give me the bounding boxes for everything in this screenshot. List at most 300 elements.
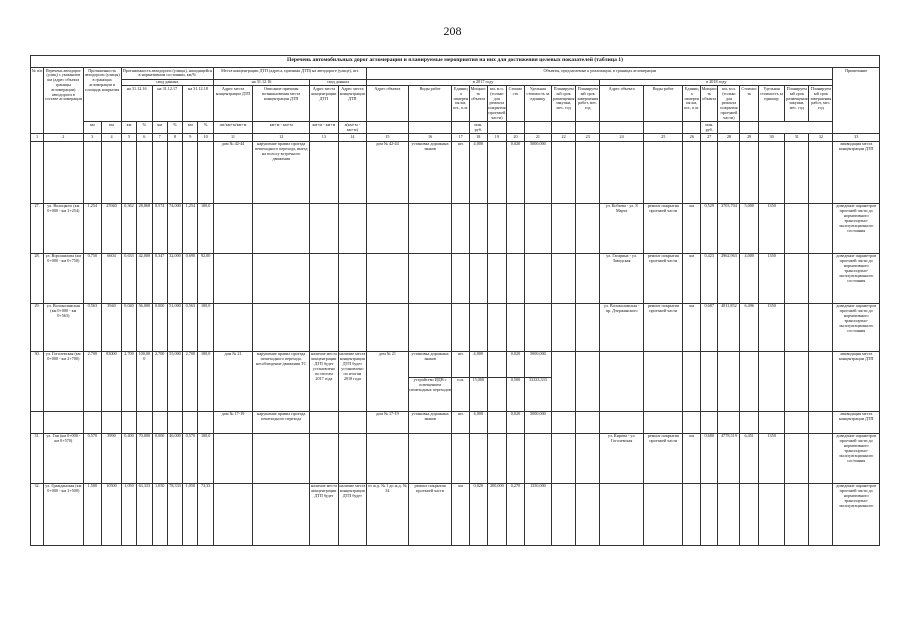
cell-dtp18 [338, 433, 366, 483]
cell-obj17-cost: 0,020 [507, 411, 525, 433]
cell-p18: 73,33 [198, 483, 213, 545]
cell-dtp17 [310, 253, 338, 303]
cell-dtp-addr [213, 203, 252, 253]
cell-dtp-reason: нарушение правил проезда пешеходного перехода [253, 411, 310, 433]
cell-s18 [183, 411, 198, 433]
cell-note: ликвидация места концентрации ДТП [833, 411, 880, 433]
header-state-date-17: на 31.12.17 [152, 86, 183, 122]
header-dtp-address-16: Адрес места концентрации ДТП [213, 86, 252, 122]
cell-s18: 1,050 [183, 483, 198, 545]
header-obj17-purchase: Планируемый срок размещения закупки, мес. год [552, 86, 576, 122]
column-number: 10 [198, 133, 213, 141]
column-number: 17 [452, 133, 470, 141]
column-number: 13 [310, 133, 338, 141]
cell-obj18-t2 [809, 203, 833, 253]
cell-obj17-addr: дом № 17-19 [367, 411, 409, 433]
cell-obj18-t1 [785, 203, 809, 253]
cell-s18: 0,563 [183, 303, 198, 351]
cell-obj17-ucost [524, 203, 551, 253]
header-obj17-address: Адрес объекта [367, 86, 409, 122]
cell-p16: 42,000 [137, 253, 152, 303]
header-obj18-address: Адрес объекта [600, 86, 644, 122]
header-obj18-power: Мощность объекта [700, 86, 718, 122]
cell-obj17-work: установка дорожных знаков [408, 351, 452, 377]
header-obj18-purchase: Планируемый срок размещения закупки, мес. год [785, 86, 809, 122]
header-dtp-summary: свод данных [310, 79, 367, 86]
cell-obj17-power [470, 203, 488, 253]
cell-obj18-ucost: 1350 [758, 433, 784, 483]
cell-dtp17: наличие места концентрации ДТП будет [310, 483, 338, 545]
cell-obj17-cost [507, 203, 525, 253]
table-row [31, 253, 880, 303]
cell-s17 [152, 141, 167, 203]
cell-obj18-unit: км [683, 203, 701, 253]
cell-obj18-addr: ул. Гагарина - ул. Заводская [600, 253, 644, 303]
cell-road: ул. Ворошилова (км 0+000 - км 0+750) [44, 253, 83, 303]
table-title: Перечень автомобильных дорог агломерации и планируемые мероприятия на них для достижения целевых показателей (таблица 1) [31, 56, 880, 68]
cell-dtp17 [310, 141, 338, 203]
cell-obj18-unit: км [683, 253, 701, 303]
cell-obj17-ucost [524, 253, 551, 303]
cell-obj18-addr [600, 141, 644, 203]
cell-p17: 55,000 [167, 351, 182, 411]
cell-obj17-km [487, 203, 507, 253]
cell-obj17-addr [367, 433, 409, 483]
cell-area: 10500 [102, 483, 122, 545]
cell-obj17-t1 [552, 411, 576, 433]
cell-road: ул. Волоколамская (км 0+000 - км 0+563) [44, 303, 83, 351]
cell-p18: 100,0 [198, 203, 213, 253]
column-number: 16 [408, 133, 452, 141]
unit-cell: км+м - км+м [310, 122, 338, 134]
column-number: 28 [718, 133, 740, 141]
cell-obj17-unit: шт. [452, 141, 470, 203]
unit-cell: млн. руб. [700, 122, 718, 134]
column-number: 26 [683, 133, 701, 141]
header-obj17-works: Виды работ [408, 86, 452, 122]
header-row-3 [31, 86, 880, 122]
unit-cell: шт/км+м/км+м [213, 122, 252, 134]
cell-obj17-cost [507, 433, 525, 483]
header-dtp-date-16: на 31.12.16 [213, 79, 309, 86]
cell-obj17-power [470, 253, 488, 303]
cell-obj18-work [644, 483, 683, 545]
cell-obj18-t1 [785, 141, 809, 203]
column-number: 22 [552, 133, 576, 141]
cell-obj18-addr: ул. Кирова - ул. Гоголевская [600, 433, 644, 483]
cell-dtp-addr: дом № 42-44 [213, 141, 252, 203]
column-number: 19 [487, 133, 507, 141]
cell-obj18-cost [740, 483, 759, 545]
cell-obj17-work [408, 303, 452, 351]
cell-obj18-ucost [758, 351, 784, 411]
column-number: 18 [470, 133, 488, 141]
cell-p17: 78,333 [167, 483, 182, 545]
unit-cell: км [83, 122, 102, 134]
cell-s16: 0,040 [121, 303, 136, 351]
cell-s16: 1,050 [121, 483, 136, 545]
cell-obj17-unit: шт. [452, 351, 470, 377]
cell-dtp18: наличие места концентрации ДТП будет [338, 483, 366, 545]
cell-dtp17 [310, 303, 338, 351]
column-number: 33 [833, 133, 880, 141]
cell-obj17b-cost: 0,500 [507, 377, 525, 411]
cell-obj18-km: 2962,963 [718, 253, 740, 303]
cell-dtp-reason: нарушение правил проезда пешеходного перехода, несоблюдение движения ТС [253, 351, 310, 411]
header-year-2017: в 2017 году [367, 79, 600, 86]
cell-obj18-km [718, 141, 740, 203]
cell-no: 27. [31, 203, 44, 253]
cell-dtp18 [338, 253, 366, 303]
header-road-list: Перечень автодорог (улиц) с указанием км (адрес объекта границы агломерации) автодороги в составе агломерации [44, 68, 83, 134]
cell-obj17-work [408, 433, 452, 483]
cell-note: доведение параметров проезжей части до нормативного транспортно-эксплуатационного состояния [833, 433, 880, 483]
cell-dtp-reason [253, 483, 310, 545]
cell-road: ул. Гаи (км 0+000 - км 0+570) [44, 433, 83, 483]
header-obj18-unit: Единица измерения км, шт., п.м. [683, 86, 701, 122]
cell-obj17-work: установка дорожных знаков [408, 411, 452, 433]
cell-p18 [198, 141, 213, 203]
column-number: 11 [213, 133, 252, 141]
cell-obj18-t1 [785, 433, 809, 483]
cell-obj17b-work: устройство ИДН с освещением пешеходных переходов [408, 377, 452, 411]
cell-obj18-unit [683, 483, 701, 545]
cell-len: 0,750 [83, 253, 102, 303]
cell-dtp-reason [253, 303, 310, 351]
header-obj18-cost: Стоимость [740, 86, 759, 122]
cell-obj18-t1 [785, 303, 809, 351]
document-sheet [30, 55, 880, 630]
cell-p16: 100,000 [137, 351, 152, 411]
header-obj18-works: Виды работ [644, 86, 683, 122]
header-dtp-address-18: Адрес места концентрации ДТП [338, 86, 366, 122]
cell-s16 [121, 141, 136, 203]
cell-obj18-work [644, 351, 683, 411]
cell-no: 28. [31, 253, 44, 303]
cell-obj18-ucost: 1350 [758, 253, 784, 303]
cell-road [44, 141, 83, 203]
cell-road: ул. Гражданская (км 0+000 - км 1+500) [44, 483, 83, 545]
cell-obj17-t2 [576, 253, 600, 303]
cell-obj18-power: 0,687 [700, 303, 718, 351]
cell-obj17-addr [367, 303, 409, 351]
column-number: 2 [44, 133, 83, 141]
cell-obj17-ucost [524, 433, 551, 483]
header-obj18-km: км, м.п. (только для ремонта покрытия проезжей части) [718, 86, 740, 122]
column-number: 8 [167, 133, 182, 141]
cell-obj17b-ucost: 33333,333 [524, 377, 551, 411]
column-number: 1 [31, 133, 44, 141]
cell-obj17-unit [452, 433, 470, 483]
cell-s17: 0,000 [152, 303, 167, 351]
column-number: 30 [758, 133, 784, 141]
cell-obj17-t2 [576, 483, 600, 545]
cell-obj17-km [487, 411, 507, 433]
column-number: 6 [137, 133, 152, 141]
cell-dtp-addr [213, 303, 252, 351]
cell-note: ликвидация места концентрации ДТП [833, 141, 880, 203]
cell-obj17-km [487, 141, 507, 203]
cell-obj17-km [487, 303, 507, 351]
cell-obj18-t2 [809, 411, 833, 433]
cell-dtp18 [338, 303, 366, 351]
cell-area: 3940 [102, 303, 122, 351]
cell-obj18-ucost [758, 141, 784, 203]
cell-obj18-t2 [809, 433, 833, 483]
cell-obj17-unit: км [452, 483, 470, 545]
cell-obj17-cost [507, 253, 525, 303]
cell-s16: 2,700 [121, 351, 136, 411]
header-obj18-finish: Планируемый срок завершения работ, мес. год [809, 86, 833, 122]
cell-obj17-power: 4,000 [470, 411, 488, 433]
cell-obj17-t1 [552, 253, 576, 303]
cell-dtp17 [310, 433, 338, 483]
cell-s17: 1,050 [152, 483, 167, 545]
cell-dtp18: наличие места концентрации ДТП будет установлено по итогам 2018 года [338, 351, 366, 411]
cell-obj18-work [644, 411, 683, 433]
cell-obj17-t1 [552, 141, 576, 203]
header-number: № п/п [31, 68, 44, 134]
cell-obj17-km [487, 253, 507, 303]
cell-obj18-power: 0,423 [700, 253, 718, 303]
column-number: 23 [576, 133, 600, 141]
cell-road: ул. Гоголевская (км 0+000 - км 2+700) [44, 351, 83, 411]
column-number: 25 [644, 133, 683, 141]
cell-obj18-power [700, 141, 718, 203]
unit-cell: % [198, 122, 213, 134]
cell-dtp18 [338, 203, 366, 253]
cell-no [31, 141, 44, 203]
cell-p17: 51,000 [167, 303, 182, 351]
cell-obj17-t2 [576, 203, 600, 253]
cell-obj18-unit [683, 351, 701, 411]
cell-obj17b-power: 15,000 [470, 377, 488, 411]
cell-obj17-cost: 0,020 [507, 351, 525, 377]
cell-p18: 92,00 [198, 253, 213, 303]
cell-obj18-t2 [809, 483, 833, 545]
cell-road: ул. Волоцкого (км 0+000 - км 1+254) [44, 203, 83, 253]
cell-obj18-t1 [785, 351, 809, 411]
unit-cell: км [152, 122, 167, 134]
cell-obj17-t1 [552, 433, 576, 483]
column-number: 27 [700, 133, 718, 141]
cell-dtp18 [338, 141, 366, 203]
header-obj18-unit-cost: Удельная стоимость за единицу [758, 86, 784, 122]
cell-p16 [137, 141, 152, 203]
cell-dtp-addr [213, 253, 252, 303]
column-number: 12 [253, 133, 310, 141]
cell-dtp17 [310, 203, 338, 253]
cell-obj18-km: 3703,704 [718, 203, 740, 253]
unit-cell: млн. руб. [470, 122, 488, 134]
cell-obj17-t2 [576, 141, 600, 203]
cell-p18 [198, 411, 213, 433]
cell-obj17-t2 [576, 411, 600, 433]
column-number: 5 [121, 133, 136, 141]
cell-obj18-power: 0,680 [700, 433, 718, 483]
cell-p18: 100,0 [198, 303, 213, 351]
cell-obj17-t1 [552, 351, 576, 411]
cell-obj18-work: ремонт покрытия проезжей части [644, 303, 683, 351]
cell-area [102, 141, 122, 203]
header-row-2 [31, 79, 880, 86]
cell-p17: 46,000 [167, 433, 182, 483]
cell-obj17-ucost: 5000,000 [524, 351, 551, 377]
header-normative-state: Протяженность автодороги (улицы), находящейся в нормативном состоянии, км/% [122, 67, 212, 78]
cell-p17 [167, 411, 182, 433]
cell-dtp-addr [213, 433, 252, 483]
header-row-4 [31, 122, 880, 134]
cell-no: 29. [31, 303, 44, 351]
cell-obj17-km [487, 377, 507, 411]
cell-note: доведение параметров проезжей части до нормативного транспортно-эксплуатационного состояния [833, 303, 880, 351]
cell-obj18-t1 [785, 253, 809, 303]
unit-cell: км [121, 122, 136, 134]
cell-dtp-reason: нарушение правил проезда пешеходного перехода, выезд на полосу встречного движения [253, 141, 310, 203]
cell-obj17-cost: 0,020 [507, 141, 525, 203]
cell-no: 32. [31, 483, 44, 545]
cell-obj17-t2 [576, 351, 600, 411]
cell-area: 25940 [102, 203, 122, 253]
cell-obj18-cost: 5,000 [740, 203, 759, 253]
cell-obj18-addr [600, 411, 644, 433]
table-row [31, 433, 880, 483]
cell-obj18-t1 [785, 411, 809, 433]
cell-obj17-unit [452, 203, 470, 253]
cell-obj18-km [718, 483, 740, 545]
cell-obj18-ucost: 1350 [758, 203, 784, 253]
cell-area: 6604 [102, 253, 122, 303]
cell-len [83, 141, 102, 203]
unit-cell: % [167, 122, 182, 134]
header-dtp-address-17: Адрес места концентрации ДТП [310, 86, 338, 122]
cell-obj18-work [644, 141, 683, 203]
cell-obj17-addr: дом № 42-44 [367, 141, 409, 203]
cell-obj18-ucost [758, 411, 784, 433]
cell-dtp18 [338, 411, 366, 433]
cell-obj18-km: 4778,519 [718, 433, 740, 483]
cell-s18 [183, 141, 198, 203]
cell-note: доведение параметров проезжей части до нормативного транспортно-эксплуатационного состояния [833, 253, 880, 303]
cell-obj18-km [718, 351, 740, 411]
cell-len: 2,700 [83, 351, 102, 411]
cell-obj17-km: 200,000 [487, 483, 507, 545]
cell-obj17-km [487, 433, 507, 483]
cell-len: 0,563 [83, 303, 102, 351]
cell-obj17-ucost: 5000,000 [524, 411, 551, 433]
cell-no [31, 411, 44, 433]
cell-obj17-addr: от ж.д. № 1 до ж.д. № 34 [367, 483, 409, 545]
column-number: 14 [338, 133, 366, 141]
cell-obj17b-unit: п.м. [452, 377, 470, 411]
cell-obj17-addr [367, 203, 409, 253]
cell-len [83, 411, 102, 433]
cell-obj18-km [718, 411, 740, 433]
column-number: 24 [600, 133, 644, 141]
column-number: 32 [809, 133, 833, 141]
cell-obj18-km: 4811,852 [718, 303, 740, 351]
cell-dtp17: наличие места концентрации ДТП будет установлено по итогам 2017 года [310, 351, 338, 411]
cell-s17: 2,700 [152, 351, 167, 411]
header-objects: Объекты, предлагаемые к реализации, в границах агломерации [367, 68, 833, 80]
header-obj17-cost: Стоимость [507, 86, 525, 122]
table-row [31, 411, 880, 433]
column-number: 31 [785, 133, 809, 141]
column-number: 20 [507, 133, 525, 141]
header-year-2018: в 2018 году [600, 79, 833, 86]
cell-s18: 1,254 [183, 203, 198, 253]
column-number: 3 [83, 133, 102, 141]
table-row [31, 303, 880, 351]
cell-s18: 0,690 [183, 253, 198, 303]
header-dtp-places: Места концентрации ДТП (адреса, причины ДТП) на автодороге (улице), шт. [213, 68, 366, 80]
road-measures-table [30, 55, 880, 546]
cell-p16 [137, 411, 152, 433]
cell-obj17-unit [452, 303, 470, 351]
cell-obj17-unit: шт. [452, 411, 470, 433]
page-number: 208 [443, 24, 462, 38]
cell-obj18-ucost [758, 483, 784, 545]
cell-note: доведение параметров проезжей части до нормативного транспортно-эксплуатационного [833, 483, 880, 545]
cell-obj17-cost: 0,270 [507, 483, 525, 545]
header-obj17-finish: Планируемый срок завершения работ, мес. год [576, 86, 600, 122]
cell-p18: 100,0 [198, 351, 213, 411]
cell-len: 0,570 [83, 433, 102, 483]
cell-obj18-addr [600, 351, 644, 411]
cell-obj18-unit: км [683, 303, 701, 351]
cell-obj17-work [408, 203, 452, 253]
unit-cell: % [137, 122, 152, 134]
cell-s16: 0,362 [121, 203, 136, 253]
cell-no: 30. [31, 351, 44, 411]
cell-s18: 0,570 [183, 433, 198, 483]
cell-dtp-addr: дом № 17-19 [213, 411, 252, 433]
cell-obj17-work: ремонт покрытия проезжей части [408, 483, 452, 545]
cell-obj17-addr: дом № 21 [367, 351, 409, 411]
column-number: 9 [183, 133, 198, 141]
cell-note: ликвидация места концентрации ДТП [833, 351, 880, 411]
cell-obj17-power [470, 303, 488, 351]
cell-obj18-work: ремонт покрытия проезжей части [644, 433, 683, 483]
cell-s17: 0,574 [152, 203, 167, 253]
header-obj17-unit: Единица измерения км, шт., п.м. [452, 86, 470, 122]
column-number: 7 [152, 133, 167, 141]
cell-dtp-reason [253, 203, 310, 253]
header-obj17-power: Мощность объекта [470, 86, 488, 122]
cell-dtp-reason [253, 253, 310, 303]
cell-s16: 0,400 [121, 433, 136, 483]
cell-len: 1,500 [83, 483, 102, 545]
cell-area [102, 411, 122, 433]
cell-obj18-t2 [809, 253, 833, 303]
header-state-summary: свод данных [121, 79, 213, 86]
cell-obj17-ucost [524, 303, 551, 351]
cell-len: 1,254 [83, 203, 102, 253]
cell-obj18-power: 0,529 [700, 203, 718, 253]
table-row [31, 483, 880, 545]
header-note: Примечание [833, 68, 880, 134]
cell-dtp-addr: дом № 21 [213, 351, 252, 411]
cell-obj18-cost [740, 411, 759, 433]
cell-obj17-ucost: 5000,000 [524, 141, 551, 203]
cell-obj17-unit [452, 253, 470, 303]
cell-obj18-power [700, 483, 718, 545]
cell-obj17-addr [367, 253, 409, 303]
cell-obj18-unit [683, 141, 701, 203]
cell-s16 [121, 411, 136, 433]
cell-obj17-t1 [552, 303, 576, 351]
cell-obj17-power: 0,020 [470, 483, 488, 545]
